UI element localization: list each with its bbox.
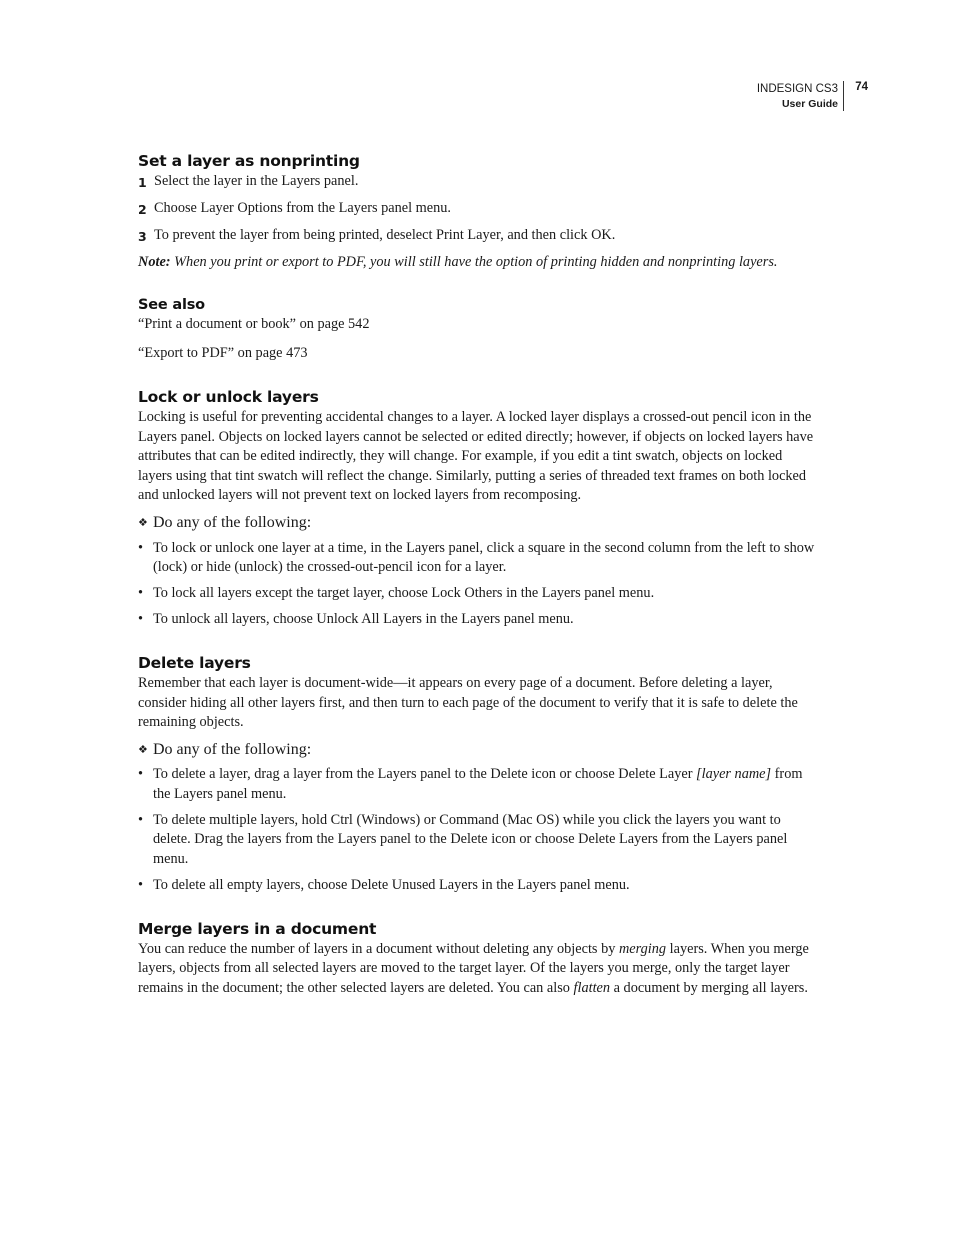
step-text: To prevent the layer from being printed, deselect Print Layer, and then click OK. (154, 227, 616, 244)
step-number: 1 (138, 175, 147, 190)
intro-text: Do any of the following: (153, 740, 312, 758)
header-rule (843, 81, 844, 111)
step-text: Select the layer in the Layers panel. (154, 173, 359, 189)
page-number: 74 (855, 81, 868, 93)
intro-text: Do any of the following: (153, 514, 312, 532)
heading-set-layer-nonprinting: Set a layer as nonprinting (138, 152, 360, 170)
merge-text-c: a document by merging all layers. (610, 979, 808, 996)
procedure-intro (138, 741, 818, 759)
list-item-text: To unlock all layers, choose Unlock All Layers in the Layers panel menu. (153, 611, 574, 628)
list-item-emphasis: [layer name] (696, 766, 772, 783)
list-item (138, 876, 818, 896)
procedure-intro (138, 514, 818, 532)
list-item-text: To lock or unlock one layer at a time, in the Layers panel, click a square in the second column from the left to show (lock) or hide (unlock) the crossed-out-pencil icon for a layer. (153, 539, 815, 576)
list-item (138, 811, 818, 870)
step-number: 2 (138, 202, 147, 218)
list-item-text (153, 765, 818, 804)
bullet-icon: • (138, 766, 144, 783)
step-item (138, 199, 818, 220)
diamond-icon: ❖ (138, 516, 148, 530)
see-also-link-export[interactable]: “Export to PDF” on page 473 (138, 345, 308, 362)
bullet-icon: • (138, 539, 144, 556)
header-guide: User Guide (781, 98, 838, 110)
heading-delete-layers: Delete layers (138, 653, 251, 672)
see-also-link-print[interactable]: “Print a document or book” on page 542 (138, 315, 370, 332)
bullet-icon: • (138, 877, 144, 894)
note (138, 253, 818, 273)
bullet-icon: • (138, 585, 144, 602)
main-content (138, 150, 818, 999)
running-header (756, 79, 868, 111)
list-item-text-a: To delete a layer, drag a layer from the Layers panel to the Delete icon or choose Delete Layer (153, 766, 697, 783)
lock-body-paragraph: Locking is useful for preventing accidental changes to a layer. A locked layer displays a crossed-out pencil icon in the Layers panel. Objects on locked layers cannot be selected or edited directly; however, if objects on locked layers have attributes that can be edited indirectly, they will change. For example, if you edit a tint swatch, objects on locked layers using that tint swatch will reflect the change. Similarly, putting a series of threaded text frames on both locked and unlocked layers will not prevent text on locked layers from recomposing. (138, 409, 814, 504)
bullet-icon: • (138, 611, 144, 628)
merge-text-a: You can reduce the number of layers in a document without deleting any objects by (138, 940, 619, 957)
list-item (138, 539, 818, 578)
heading-see-also: See also (138, 296, 205, 313)
list-item-text-b: from the Layers panel menu. (153, 766, 803, 802)
list-item-text: To lock all layers except the target layer, choose Lock Others in the Layers panel menu. (153, 585, 655, 602)
merge-text-b: layers. When you merge layers, objects from all selected layers are moved to the target layer. Of the layers you merge, only the target layer remains in the document; the other selected layers are deleted. You can also (138, 940, 809, 996)
step-item (138, 226, 818, 247)
step-text: Choose Layer Options from the Layers panel menu. (154, 200, 451, 217)
heading-lock-unlock-layers: Lock or unlock layers (138, 388, 319, 407)
list-item (138, 610, 818, 630)
merge-emphasis-merging: merging (618, 940, 667, 957)
delete-body-paragraph: Remember that each layer is document-wide—it appears on every page of a document. Before deleting a layer, consider hiding all other layers first, and then turn to each page of the document to verify that it is safe to delete the remaining objects. (138, 674, 798, 731)
list-item-text: To delete multiple layers, hold Ctrl (Windows) or Command (Mac OS) while you click the layers you want to delete. Drag the layers from the Layers panel to the Delete icon or choose Delete Layers from the Layers panel menu. (153, 811, 788, 868)
list-item (138, 765, 818, 804)
merge-emphasis-flatten: flatten (573, 979, 611, 996)
list-item-text: To delete all empty layers, choose Delete Unused Layers in the Layers panel menu. (153, 877, 630, 894)
note-label: Note: (138, 254, 171, 271)
diamond-icon: ❖ (138, 742, 148, 756)
header-product: INDESIGN CS3 (756, 83, 838, 95)
note-text: When you print or export to PDF, you will still have the option of printing hidden and nonprinting layers. (170, 254, 778, 271)
heading-merge-layers: Merge layers in a document (138, 919, 377, 938)
step-item (138, 172, 818, 193)
step-number: 3 (138, 229, 147, 245)
list-item (138, 584, 818, 604)
merge-body-paragraph (138, 940, 818, 999)
bullet-icon: • (138, 811, 144, 828)
